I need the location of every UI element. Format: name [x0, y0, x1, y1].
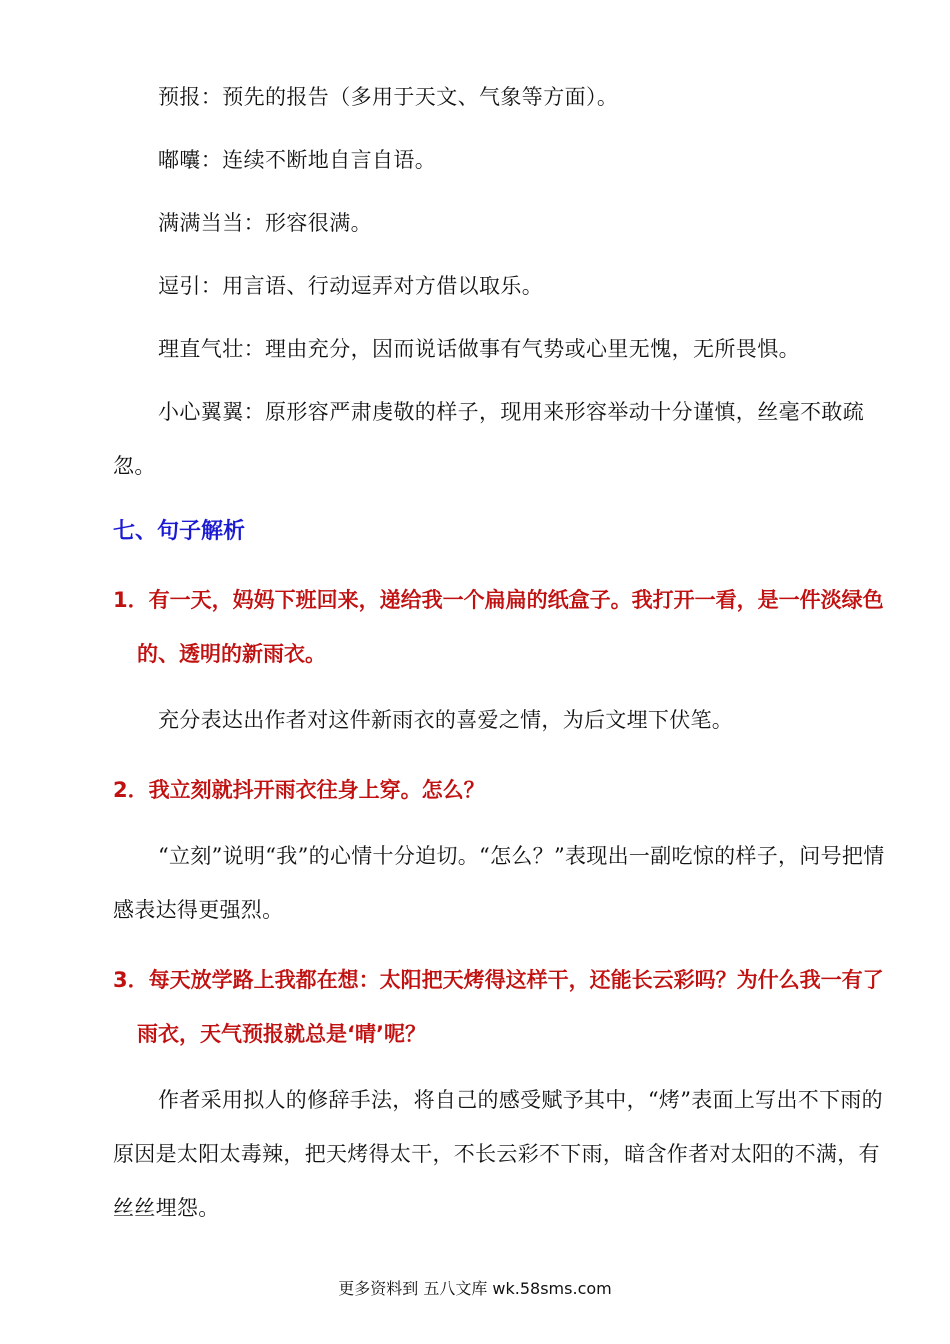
sentence-question-1: 1．有一天，妈妈下班回来，递给我一个扁扁的纸盒子。我打开一看，是一件淡绿色的、透明的新雨衣。 [113, 588, 884, 666]
definition-lizhiqizhuang: 理直气壮：理由充分，因而说话做事有气势或心里无愧，无所畏惧。 [158, 337, 800, 361]
definition-dunang: 嘟囔：连续不断地自言自语。 [158, 148, 437, 172]
definition-yubao: 预报：预先的报告（多用于天文、气象等方面）。 [158, 85, 619, 109]
definition-douyin: 逗引：用言语、行动逗弄对方借以取乐。 [158, 274, 544, 298]
sentence-question-3: 3．每天放学路上我都在想：太阳把天烤得这样干，还能长云彩吗？为什么我一有了雨衣，天气预报就总是‘晴’呢？ [113, 968, 884, 1046]
sentence-question-2: 2．我立刻就抖开雨衣往身上穿。怎么？ [113, 778, 485, 802]
definition-xiaoxinyiyi: 小心翼翼：原形容严肃虔敬的样子，现用来形容举动十分谨慎，丝毫不敢疏忽。 [113, 400, 865, 478]
sentence-analysis-2: “立刻”说明“我”的心情十分迫切。“怎么？”表现出一副吃惊的样子，问号把情感表达得更强烈。 [113, 844, 885, 922]
definition-manmandangdang: 满满当当：形容很满。 [158, 211, 372, 235]
sentence-analysis-3: 作者采用拟人的修辞手法，将自己的感受赋予其中，“烤”表面上写出不下雨的原因是太阳太毒辣，把天烤得太干，不长云彩不下雨，暗含作者对太阳的不满，有丝丝埋怨。 [113, 1088, 883, 1220]
footer-link[interactable]: 更多资料到 五八文库 wk.58sms.com [338, 1279, 612, 1298]
section-heading: 七、句子解析 [113, 519, 246, 544]
document-body [113, 70, 893, 1251]
sentence-analysis-1: 充分表达出作者对这件新雨衣的喜爱之情，为后文埋下伏笔。 [158, 708, 734, 732]
